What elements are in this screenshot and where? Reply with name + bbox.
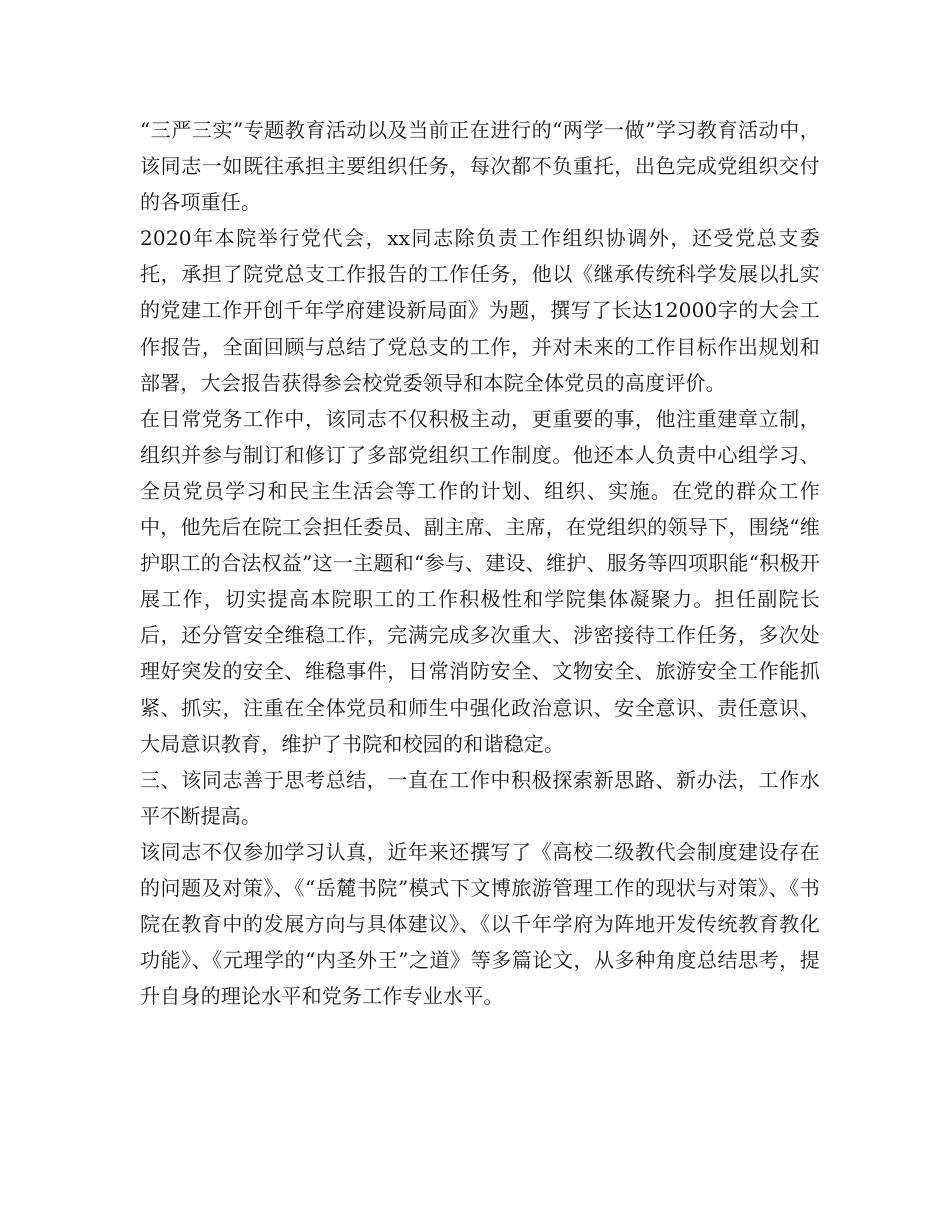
paragraph-2: 2020年本院举行党代会，xx同志除负责工作组织协调外，还受党总支委托，承担了院党总支工作报告的工作任务，他以《继承传统科学发展以扎实的党建工作开创千年学府建设新局面》为题，撰写了长达12000字的大会工作报告，全面回顾与总结了党总支的工作，并对未来的工作目标作出规划和部署，大会报告获得参会校党委领导和本院全体党员的高度评价。 bbox=[140, 226, 820, 395]
paragraph-4-heading: 三、该同志善于思考总结，一直在工作中积极探索新思路、新办法，工作水平不断提高。 bbox=[140, 767, 820, 828]
document-body bbox=[140, 112, 820, 1014]
paragraph-3: 在日常党务工作中，该同志不仅积极主动，更重要的事，他注重建章立制，组织并参与制订和修订了多部党组织工作制度。他还本人负责中心组学习、全员党员学习和民主生活会等工作的计划、组织、实施。在党的群众工作中，他先后在院工会担任委员、副主席、主席，在党组织的领导下，围绕“维护职工的合法权益”这一主题和“参与、建设、维护、服务等四项职能“积极开展工作，切实提高本院职工的工作积极性和学院集体凝聚力。担任副院长后，还分管安全维稳工作，完满完成多次重大、涉密接待工作任务，多次处理好突发的安全、维稳事件，日常消防安全、文物安全、旅游安全工作能抓紧、抓实，注重在全体党员和师生中强化政治意识、安全意识、责任意识、大局意识教育，维护了书院和校园的和谐稳定。 bbox=[140, 406, 820, 756]
paragraph-1: “三严三实”专题教育活动以及当前正在进行的“两学一做”学习教育活动中，该同志一如既往承担主要组织任务，每次都不负重托，出色完成党组织交付的各项重任。 bbox=[140, 118, 820, 215]
paragraph-5: 该同志不仅参加学习认真，近年来还撰写了《高校二级教代会制度建设存在的问题及对策》、《“岳麓书院”模式下文博旅游管理工作的现状与对策》、《书院在教育中的发展方向与具体建议》、《以千年学府为阵地开发传统教育教化功能》、《元理学的“内圣外王”之道》等多篇论文，从多种角度总结思考，提升自身的理论水平和党务工作专业水平。 bbox=[140, 839, 820, 1009]
